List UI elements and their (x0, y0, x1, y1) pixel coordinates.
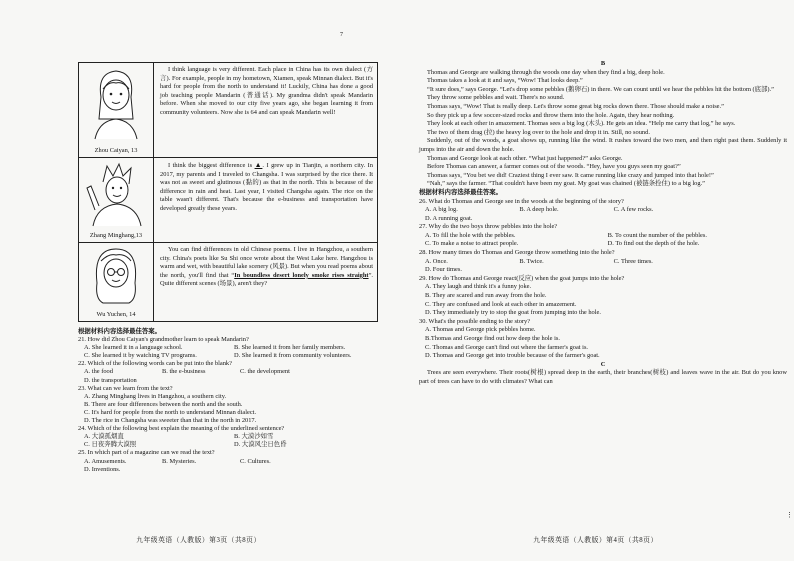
passage-text: I think the biggest difference is ▲. I grew up in Tianjin, a northern city. In 2017, my parents and I traveled to Changsha. I was surprised by the rice there. It was not as sweet and glutinous (黏的) as that in the north. This is because of the difference in rain and heat. Last year, I visited Changsha again. The rice on the table wasn't different. That's because the e-business and transportation have developed greatly these years. (160, 161, 373, 212)
question: 22. Which of the following words can be put into the blank? A. the food B. the e-business C. the development D. the transportation (78, 360, 378, 384)
option[interactable]: C. To make a noise to attract people. (425, 240, 519, 248)
option[interactable]: A. Zhang Minghang lives in Hangzhou, a southern city. (84, 392, 227, 400)
passage-row (79, 243, 377, 321)
option[interactable]: A. the food (84, 368, 113, 376)
option[interactable]: C. They are confused and look at each other in amazement. (425, 300, 577, 308)
option[interactable]: A. A big log. (425, 206, 458, 214)
option[interactable]: B. To count the number of the pebbles. (607, 231, 707, 239)
reading-c-paragraph: Trees are seen everywhere. Their roots(树根) spread deep in the earth, their branches(树枝) and leaves wave in the air. But do you know part of trees can have to do with climates? What can (419, 369, 787, 385)
question: 25. In which part of a magazine can we read the text? A. Amusements. B. Mysteries. C. Cultures. D. Inventions. (78, 449, 378, 473)
option[interactable]: C. It's hard for people from the north to understand Minnan dialect. (84, 408, 257, 416)
question: 23. What can we learn from the text? A. Zhang Minghang lives in Hangzhou, a southern city. B. There are four differences between the north and the south. C. It's hard for people from the north to understand Minnan dialect. D. The rice in Changsha was sweeter than that in the north in 2017. (78, 385, 378, 425)
passage-grid (78, 62, 378, 322)
student-name: Wu Yuchen, 14 (96, 311, 136, 318)
story-paragraph: The two of them drag (拉) the heavy log over to the hole and drop it in. Still, no sound. (427, 128, 650, 136)
option[interactable]: B. They are scared and run away from the hole. (425, 292, 547, 300)
option[interactable]: C. She learned it by watching TV programs. (84, 352, 197, 360)
option[interactable]: B. She learned it from her family members. (234, 344, 346, 352)
story-paragraph: Thomas takes a look at it and says, “Wow! That looks deep.” (427, 77, 583, 85)
option[interactable]: D. Four times. (425, 266, 462, 274)
underlined-sentence: In boundless desert lonely smoke rises straight (234, 271, 369, 279)
option[interactable]: D. The rice in Changsha was sweeter than that in the north in 2017. (84, 417, 257, 425)
story-paragraph: “Nah,” says the farmer. “That couldn't have been my goat. My goat was chained (被链条拴住) to a big log.” (427, 180, 705, 188)
option[interactable]: A. She learned it in a language school. (84, 344, 183, 352)
story-paragraph: They throw some pebbles and wait. There's no sound. (427, 94, 565, 102)
option[interactable]: B. Mysteries. (162, 457, 197, 465)
right-page (397, 0, 794, 561)
option[interactable]: B. There are four differences between the north and the south. (84, 400, 243, 408)
option[interactable]: B. the e-business (162, 368, 206, 376)
question: 21. How did Zhou Caiyan's grandmother learn to speak Mandarin? A. She learned it in a language school. B. She learned it from her family members. C. She learned it by watching TV programs. D. She learned it from community volunteers. (78, 336, 378, 360)
question: 29. How do Thomas and George react(反应) when the goat jumps into the hole? A. They laugh and think it's a funny joke. B. They are scared and run away from the hole. C. They are confused and look at each other in amazement. D. They immediately try to stop the goat from jumping into the hole. (419, 275, 787, 318)
portrait-cell (79, 158, 154, 242)
story-paragraph: Thomas says, “You bet we did! Craziest thing I ever saw. It came running like crazy and jumped into that hole!” (427, 171, 714, 179)
question: 26. What do Thomas and George see in the woods at the beginning of the story? A. A big log. B. A deep hole. C. A few rocks. D. A running goat. (419, 198, 787, 224)
portrait-cell (79, 63, 154, 157)
question: 24. Which of the following best explain the meaning of the underlined sentence? A. 大漠孤烟直 B. 大漠沙如雪 C. 日夜奔腾大漠照 D. 大漠风尘日色昏 (78, 425, 378, 449)
option[interactable]: A. 大漠孤烟直 (84, 433, 124, 441)
portrait-cell (79, 243, 154, 321)
girl-portrait-illustration (79, 63, 153, 143)
blank-marker: ▲ (254, 161, 263, 169)
story-paragraph: They look at each other in amazement. Thomas sees a big log (木头). He gets an idea. “Help me carry that log,” he says. (427, 120, 736, 128)
story-paragraph: So they pick up a few soccer-sized rocks and throw them into the hole. Again, they hear nothing. (427, 111, 675, 119)
option[interactable]: A. Once. (425, 257, 448, 265)
story-paragraph: Thomas and George look at each other. “What just happened?” asks George. (427, 154, 623, 162)
page-footer: 九年级英语（人教版）第4页（共8页） (533, 537, 658, 544)
instruction: 根据材料内容选择最佳答案。 (78, 328, 162, 335)
option[interactable]: A. To fill the hole with the pebbles. (425, 231, 516, 239)
story-paragraph: “It sure does,” says George. “Let's drop some pebbles (鹅卵石) in there. We can count until we hear the pebbles hit the bottom (底部).” (427, 85, 774, 93)
option[interactable]: D. They immediately try to stop the goat from jumping into the hole. (425, 309, 601, 317)
section-heading: C (600, 360, 606, 368)
student-name: Zhang Minghang,13 (89, 232, 143, 239)
option[interactable]: B. 大漠沙如雪 (234, 433, 274, 441)
question: 28. How many times do Thomas and George throw something into the hole? A. Once. B. Twice. C. Three times. D. Four times. (419, 249, 787, 275)
passage-text: I think language is very different. Each place in China has its own dialect (方言). For example, people in my hometown, Xiamen, speak Minnan dialect. But it's hard for people from the north to understand it! Luckily, China has done a good job teaching people Mandarin (普通话). My grandma didn't speak Mandarin before. When she moved to our city five years ago, she began learning it from community volunteers. Now she is 64 and can speak Mandarin well! (160, 66, 373, 116)
section-heading: B (600, 60, 606, 67)
boy-portrait-illustration (79, 158, 153, 228)
girl-with-glasses-illustration (79, 243, 153, 309)
passage-text: You can find differences in old Chinese poems. I live in Hangzhou, a southern city. China's poets like Su Shi once wrote about the West Lake here. Hangzhou is warm and wet, with beautiful lake scenery (风景). But when you read poems about the north, you'll find that “In boundless desert lonely smoke rises straight”. Quite different scenes (场景), aren't they? (160, 246, 373, 288)
option[interactable]: D. the transportation (84, 376, 137, 384)
story-paragraph: Thomas says, “Wow! That is really deep. Let's throw some great big rocks down there. Those should make a noise.” (427, 102, 724, 110)
side-mark: ⋮ (786, 511, 793, 519)
story-paragraph: Before Thomas can answer, a farmer comes out of the woods. “Hey, have you guys seen my goat?” (427, 163, 681, 171)
reading-b (419, 60, 787, 387)
option[interactable]: C. 日夜奔腾大漠照 (84, 441, 137, 449)
option[interactable]: C. Three times. (613, 257, 653, 265)
option[interactable]: A. Amusements. (84, 457, 127, 465)
question: 30. What's the possible ending to the story? A. Thomas and George pick pebbles home. B.Thomas and George find out how deep the hole is. C. Thomas and George can't find out where the farmer's goat is. D. Thomas and George get into trouble because of the farmer's goat. (419, 318, 787, 361)
option[interactable]: D. To find out the depth of the hole. (607, 240, 700, 248)
option[interactable]: B.Thomas and George find out how deep the hole is. (425, 335, 560, 342)
option[interactable]: B. Twice. (519, 257, 544, 265)
option[interactable]: A. Thomas and George pick pebbles home. (425, 326, 536, 334)
instruction: 根据材料内容选择最佳答案。 (419, 188, 503, 196)
option[interactable]: D. 大漠风尘日色昏 (234, 441, 287, 449)
option[interactable]: A. They laugh and think it's a funny joke. (425, 283, 532, 291)
student-name: Zhou Caiyan, 13 (94, 147, 138, 154)
question: 27. Why do the two boys throw pebbles into the hole? A. To fill the hole with the pebbles. B. To count the number of the pebbles. C. To make a noise to attract people. D. To find out the depth of the hole. (419, 223, 787, 249)
passage-row (79, 63, 377, 158)
page-mark: 7 (340, 32, 343, 38)
option[interactable]: B. A deep hole. (519, 206, 559, 214)
option[interactable]: C. A few rocks. (613, 206, 654, 214)
page-footer: 九年级英语（人教版）第3页（共8页） (136, 537, 261, 544)
passage-row (79, 158, 377, 243)
option[interactable]: C. the development (240, 368, 290, 376)
option[interactable]: D. Inventions. (84, 465, 121, 473)
option[interactable]: C. Cultures. (240, 457, 271, 465)
option[interactable]: C. Thomas and George can't find out where the farmer's goat is. (425, 343, 589, 351)
question-area (78, 328, 378, 474)
option[interactable]: D. A running goat. (425, 214, 473, 222)
story-paragraph: Suddenly, out of the woods, a goat shows up, running like the wind. It rushes toward the two men, and then right past them. Suddenly it jumps into the air and down the hole. (419, 137, 787, 153)
story-paragraph: Thomas and George are walking through the woods one day when they find a big, deep hole. (427, 68, 665, 76)
option[interactable]: D. She learned it from community volunteers. (234, 352, 352, 360)
option[interactable]: D. Thomas and George get into trouble because of the farmer's goat. (425, 352, 600, 360)
